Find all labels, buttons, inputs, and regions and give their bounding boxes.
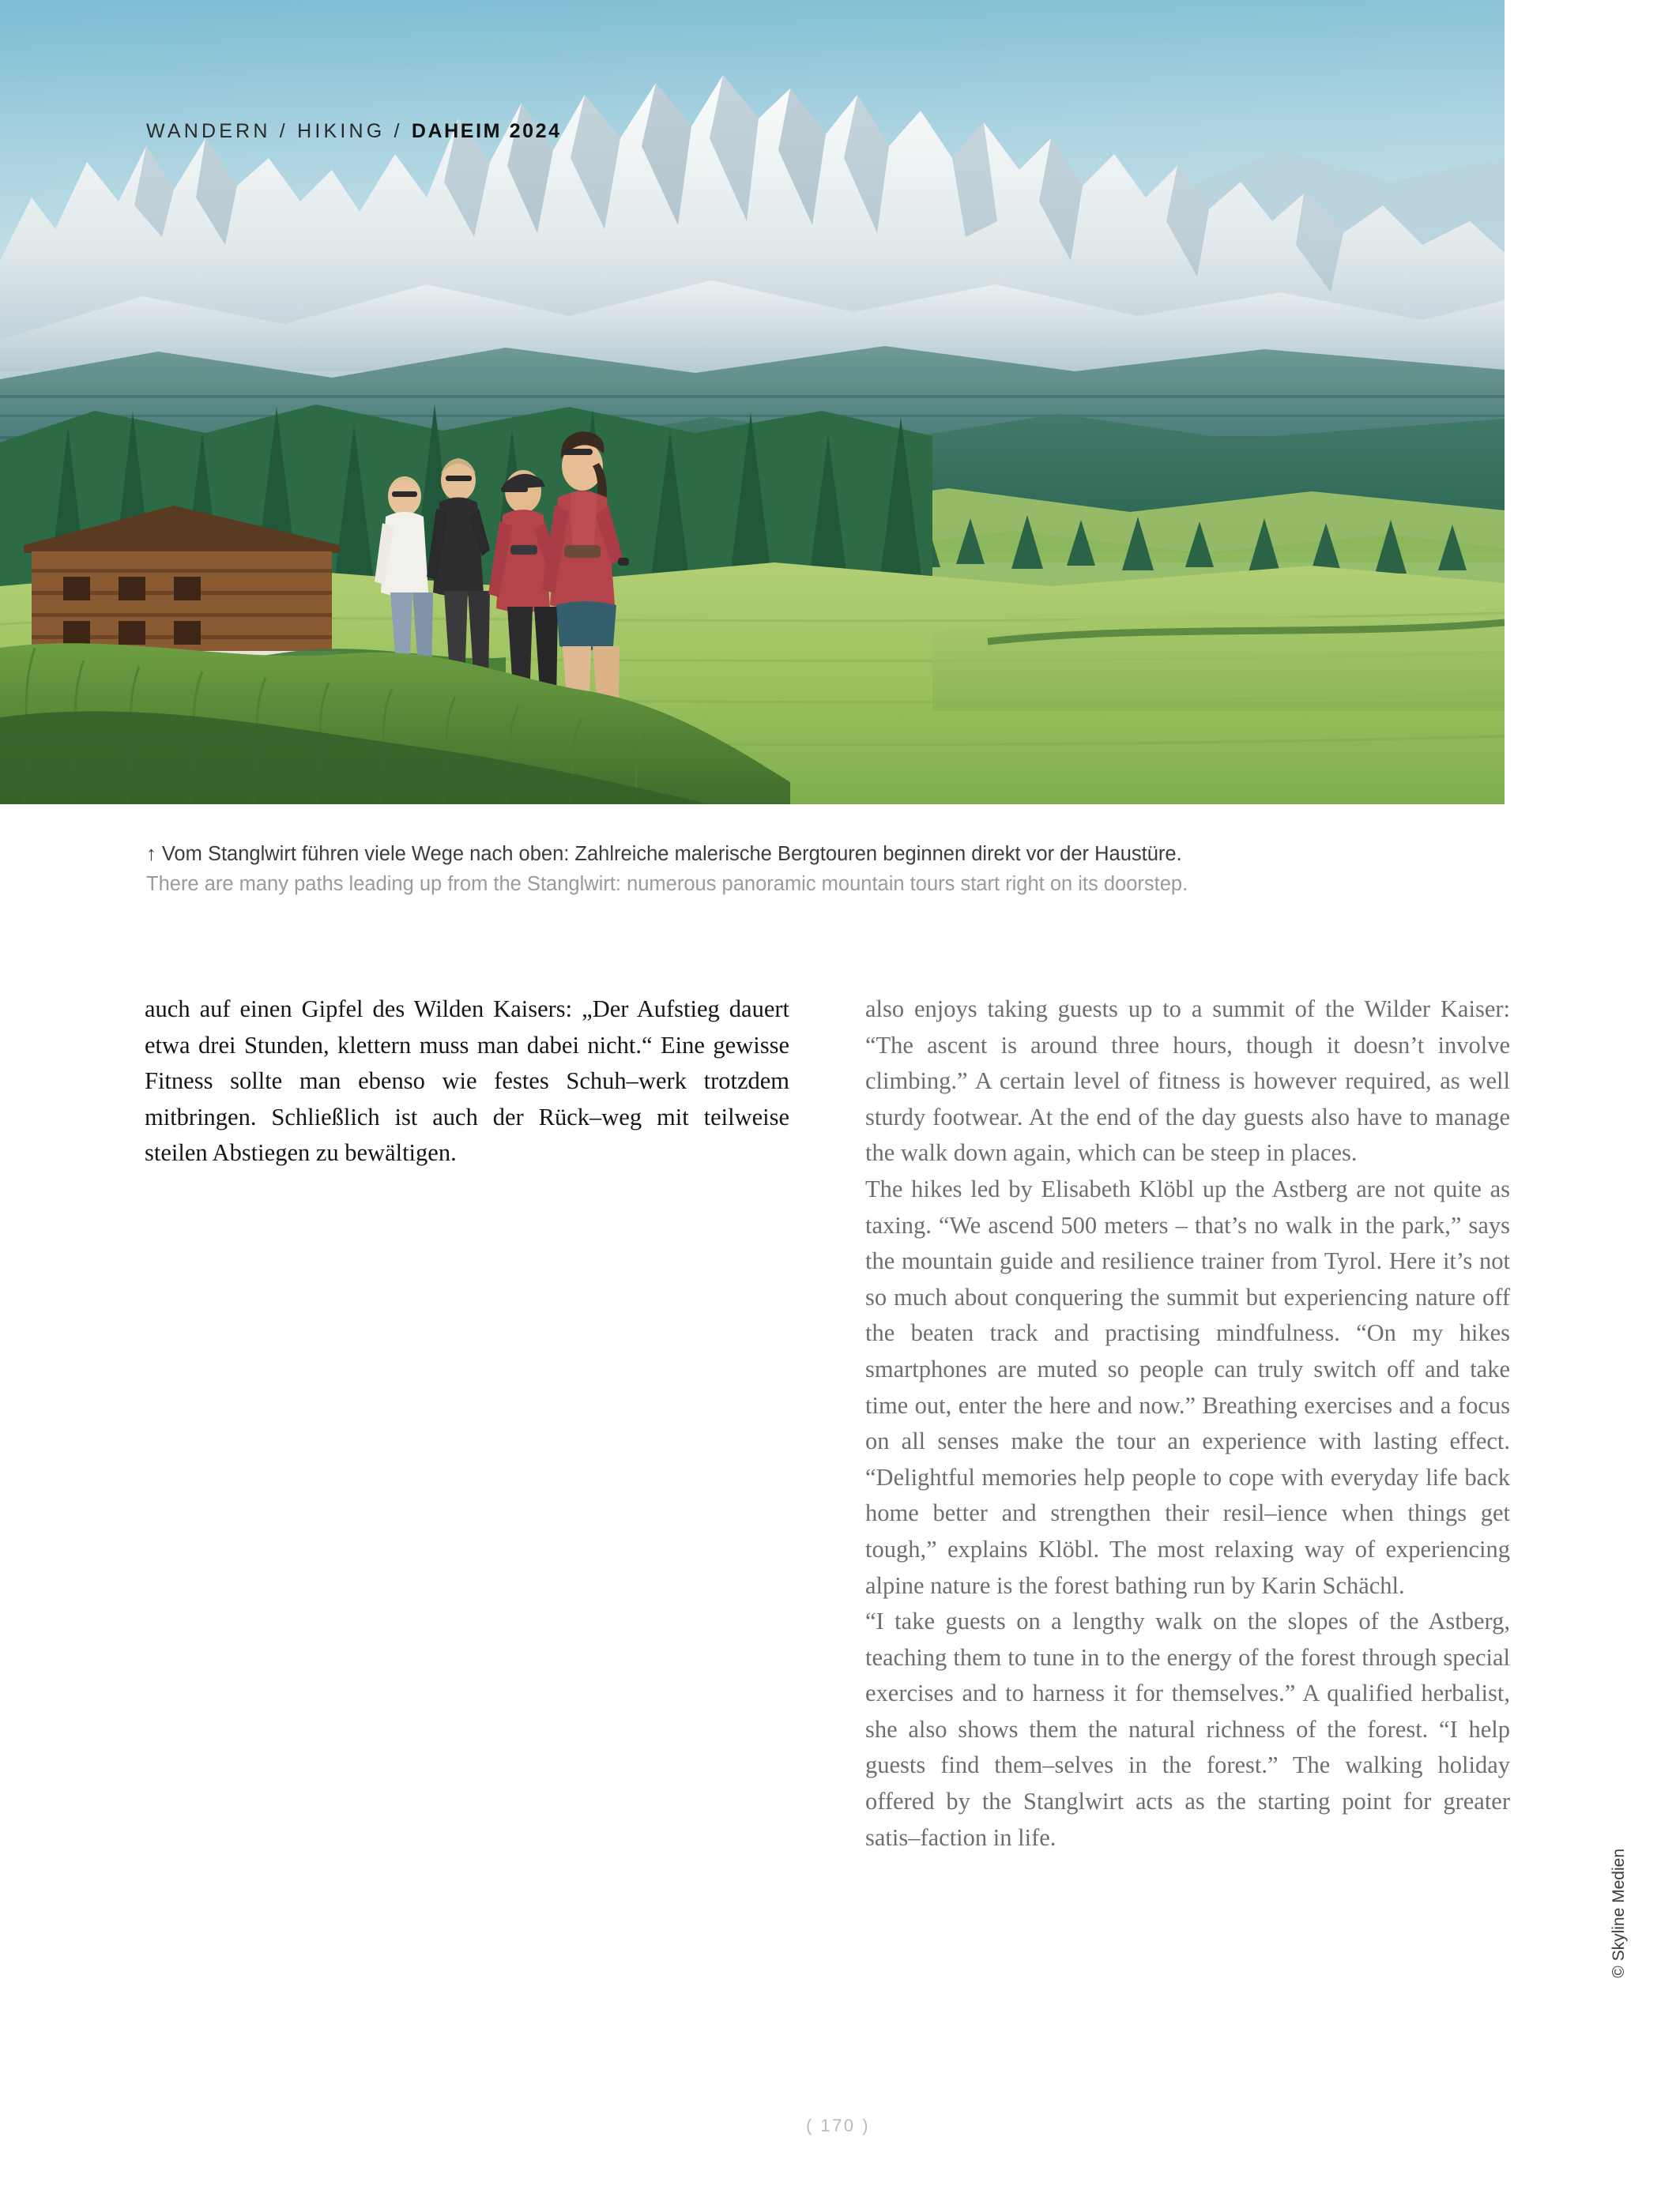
column-english — [865, 991, 1510, 2018]
article-columns — [145, 991, 1510, 2018]
kicker-light-text: WANDERN / HIKING / — [146, 120, 412, 142]
en-paragraph-1: also enjoys taking guests up to a summit of the Wilder Kaiser: “The ascent is around three hours, though it doesn’t involve climbing.” A certain level of fitness is however required, as well sturdy footwear. At the end of the day guests also have to manage the walk down again, which can be steep in places. — [865, 995, 1510, 1167]
caption-english: There are many paths leading up from the Stanglwirt: numerous panoramic mountain tours start right on its doorstep. — [146, 873, 1188, 895]
en-paragraph-3: “I take guests on a lengthy walk on the slopes of the Astberg, teaching them to tune in to the energy of the forest through special exercises and to harness it for themselves.” A qualified herbalist, she also shows them the natural richness of the forest. “I help guests find them–selves in the forest.” The walking holiday offered by the Stanglwirt acts as the starting point for greater satis–faction in life. — [865, 1608, 1510, 1851]
de-paragraph-1: auch auf einen Gipfel des Wilden Kaisers: „Der Aufstieg dauert etwa drei Stunden, klettern muss man dabei nicht.“ Eine gewisse Fitness sollte man ebenso wie festes Schuh–werk trotzdem mitbringen. Schließlich ist auch der Rück–weg mit teilweise steilen Abstiegen zu bewältigen. — [145, 995, 789, 1167]
section-kicker — [146, 120, 562, 143]
en-paragraph-2: The hikes led by Elisabeth Klöbl up the Astberg are not quite as taxing. “We ascend 500 meters – that’s no walk in the park,” says the mountain guide and resilience trainer from Tyrol. Here it’s not so much about conquering the summit but experiencing nature off the beaten track and practising mindfulness. “On my hikes smartphones are muted so people can truly switch off and take time out, enter the here and now.” Breathing exercises and a focus on all senses make the tour an experience with lasting effect. “Delightful memories help people to cope with everyday life back home better and strengthen their resil–ience when things get tough,” explains Klöbl. The most relaxing way of experiencing alpine nature is the forest bathing run by Karin Schächl. — [865, 1175, 1510, 1599]
hero-photo — [0, 0, 1505, 804]
photo-credit: © Skyline Medien — [1610, 1849, 1628, 1978]
column-german — [145, 991, 789, 2018]
page-number: ( 170 ) — [805, 2116, 871, 2135]
photo-caption — [146, 839, 1490, 899]
caption-german: ↑ Vom Stanglwirt führen viele Wege nach oben: Zahlreiche malerische Bergtouren beginnen direkt vor der Haustüre. — [146, 843, 1182, 865]
kicker-bold-text: DAHEIM 2024 — [411, 120, 562, 142]
